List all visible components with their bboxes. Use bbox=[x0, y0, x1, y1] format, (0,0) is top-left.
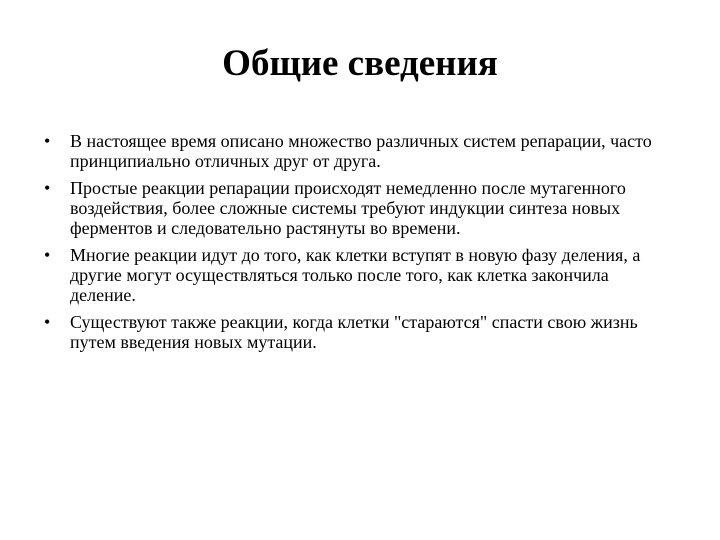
bullet-item bbox=[44, 245, 674, 305]
bullet-text: Простые реакции репарации происходят немедленно после мутагенного воздействия, более сложные системы требуют индукции синтеза новых ферментов и следовательно растянуты во времени. bbox=[70, 178, 626, 238]
slide-title: Общие сведения bbox=[222, 43, 498, 84]
bullet-icon: • bbox=[44, 178, 51, 198]
bullet-item bbox=[44, 131, 674, 171]
bullet-list bbox=[44, 131, 674, 359]
bullet-text: В настоящее время описано множество различных систем репарации, часто принципиально отличных друг от друга. bbox=[70, 131, 652, 171]
bullet-icon: • bbox=[44, 245, 51, 265]
bullet-text: Многие реакции идут до того, как клетки вступят в новую фазу деления, а другие могут осуществляться только после того, как клетка закончила деление. bbox=[70, 245, 641, 305]
bullet-text: Существуют также реакции, когда клетки "стараются" спасти свою жизнь путем введения новых мутации. bbox=[70, 312, 638, 352]
bullet-item bbox=[44, 178, 674, 238]
bullet-item bbox=[44, 312, 674, 352]
bullet-icon: • bbox=[44, 131, 51, 151]
bullet-icon: • bbox=[44, 312, 51, 332]
